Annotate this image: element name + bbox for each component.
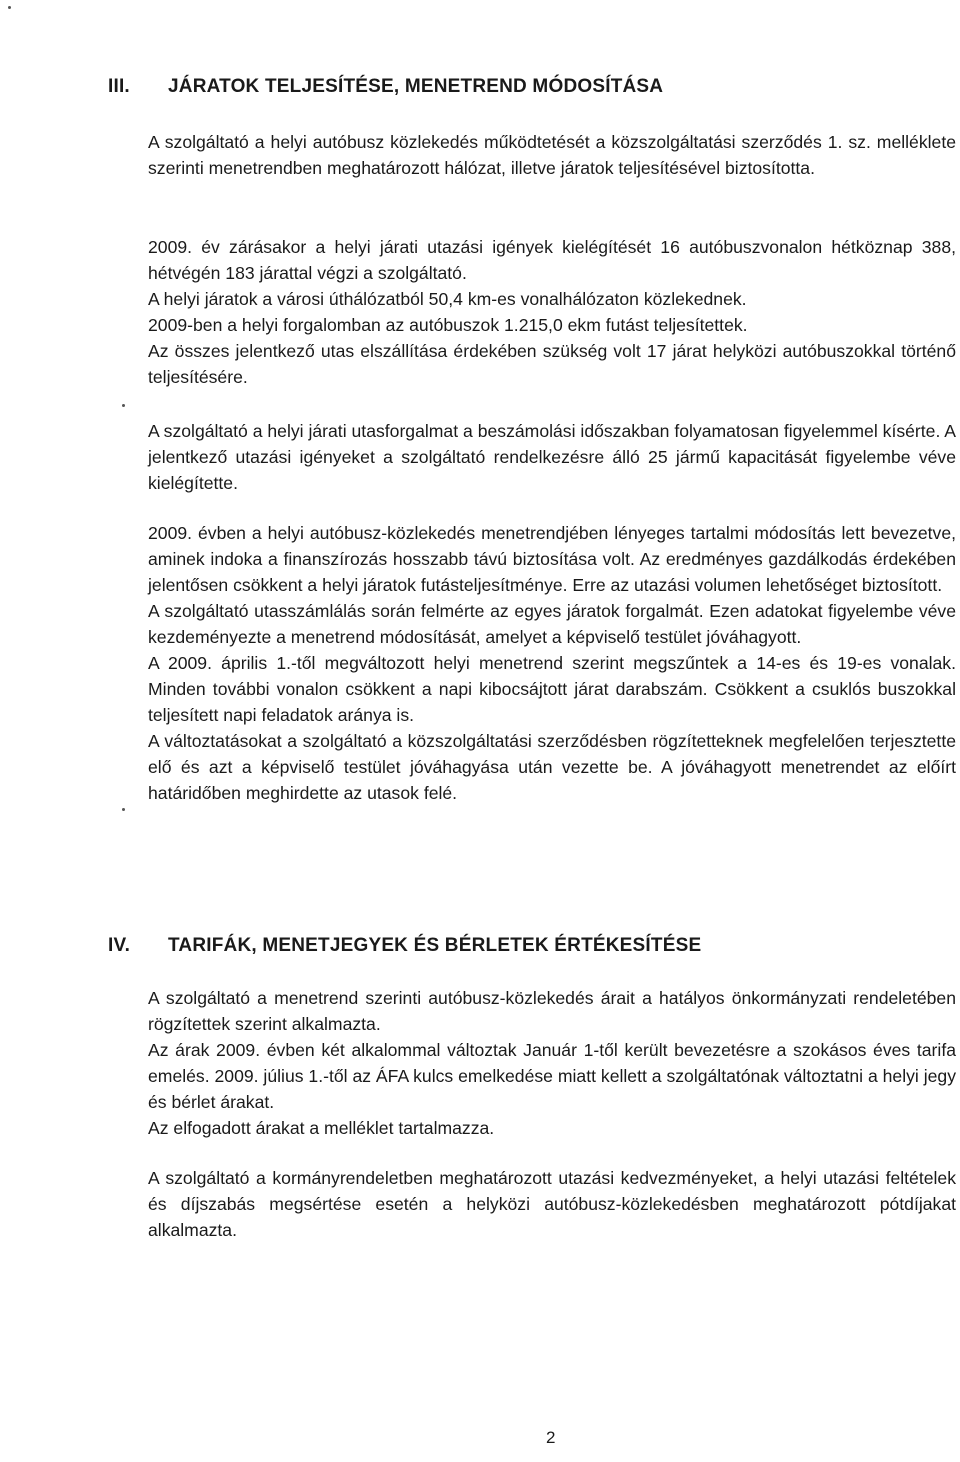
paragraph bbox=[148, 1165, 956, 1243]
sentence: A 2009. április 1.-től megváltozott helyi menetrend szerint megszűntek a 14-es és 19-es vonalak. Minden további vonalon csökkent a napi kibocsájtott járat darabszám. Csökkent a csuklós buszokkal teljesített napi feladatok aránya is. bbox=[148, 653, 956, 725]
scan-speck bbox=[122, 808, 125, 811]
section-heading-iii bbox=[108, 76, 663, 98]
page-number: 2 bbox=[546, 1428, 556, 1447]
sentence: 2009. évben a helyi autóbusz-közlekedés menetrendjében lényeges tartalmi módosítás lett bevezetve, aminek indoka a finanszírozás hosszabb távú biztosítása volt. Az eredményes gazdálkodás érdekében jelentősen csökkent a helyi járatok futásteljesítménye. Erre az utazási volumen lehetőséget biztosított. bbox=[148, 523, 956, 595]
scan-speck bbox=[8, 6, 11, 9]
sentence: Az árak 2009. évben két alkalommal változtak Január 1-től került bevezetésre a szokásos éves tarifa emelés. 2009. július 1.-től az ÁFA kulcs emelkedése miatt kellett a szolgáltatónak változtatni a helyi jegy és bérlet árakat. bbox=[148, 1040, 956, 1112]
paragraph bbox=[148, 129, 956, 181]
section-number: III. bbox=[108, 76, 130, 97]
paragraph bbox=[148, 520, 956, 806]
paragraph bbox=[148, 985, 956, 1141]
sentence: Az elfogadott árakat a melléklet tartalmazza. bbox=[148, 1118, 495, 1138]
sentence: Az összes jelentkező utas elszállítása érdekében szükség volt 17 járat helyközi autóbuszokkal történő teljesítésére. bbox=[148, 341, 956, 387]
section-number: IV. bbox=[108, 935, 131, 956]
section-heading-iv bbox=[108, 935, 701, 957]
sentence: 2009. év zárásakor a helyi járati utazási igények kielégítését 16 autóbuszvonalon hétköznap 388, hétvégén 183 járattal végzi a szolgáltató. bbox=[148, 237, 956, 283]
paragraph bbox=[148, 234, 956, 390]
paragraph bbox=[148, 418, 956, 496]
section-title: TARIFÁK, MENETJEGYEK ÉS BÉRLETEK ÉRTÉKESÍTÉSE bbox=[168, 935, 702, 956]
sentence: A helyi járatok a városi úthálózatból 50,4 km-es vonalhálózaton közlekednek. bbox=[148, 289, 747, 309]
section-title: JÁRATOK TELJESÍTÉSE, MENETREND MÓDOSÍTÁSA bbox=[168, 76, 664, 97]
sentence: A szolgáltató utasszámlálás során felmérte az egyes járatok forgalmát. Ezen adatokat figyelembe véve kezdeményezte a menetrend módosítását, amelyet a képviselő testület jóváhagyott. bbox=[148, 601, 956, 647]
scan-speck bbox=[122, 404, 125, 407]
sentence: A szolgáltató a helyi autóbusz közlekedés működtetését a közszolgáltatási szerződés 1. sz. melléklete szerinti menetrendben meghatározott hálózat, illetve járatok teljesítésével biztosította. bbox=[148, 132, 956, 178]
sentence: 2009-ben a helyi forgalomban az autóbuszok 1.215,0 ekm futást teljesítettek. bbox=[148, 315, 748, 335]
sentence: A változtatásokat a szolgáltató a közszolgáltatási szerződésben rögzítetteknek megfelelően terjesztette elő és azt a képviselő testület jóváhagyása után vezette be. A jóváhagyott menetrendet az előírt határidőben meghirdette az utasok felé. bbox=[148, 731, 956, 803]
sentence: A szolgáltató a helyi járati utasforgalmat a beszámolási időszakban folyamatosan figyelemmel kísérte. A jelentkező utazási igényeket a szolgáltató rendelkezésre álló 25 jármű kapacitását figyelembe véve kielégítette. bbox=[148, 421, 956, 493]
sentence: A szolgáltató a menetrend szerinti autóbusz-közlekedés árait a hatályos önkormányzati rendeletében rögzítettek szerint alkalmazta. bbox=[148, 988, 956, 1034]
sentence: A szolgáltató a kormányrendeletben meghatározott utazási kedvezményeket, a helyi utazási feltételek és díjszabás megsértése esetén a helyközi autóbusz-közlekedésben meghatározott pótdíjakat alkalmazta. bbox=[148, 1168, 956, 1240]
